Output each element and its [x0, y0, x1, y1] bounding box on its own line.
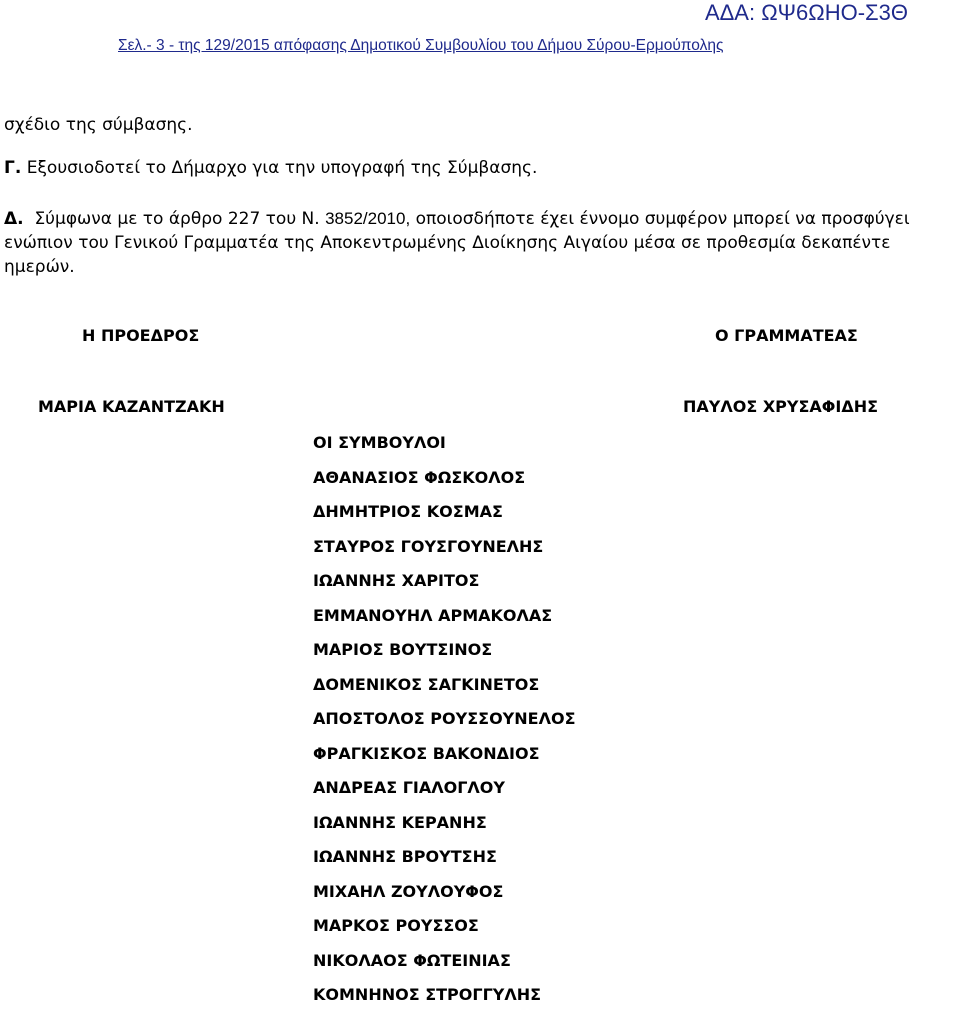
member-name: ΕΜΜΑΝΟΥΗΛ ΑΡΜΑΚΟΛΑΣ: [313, 605, 553, 625]
member-name: ΣΤΑΥΡΟΣ ΓΟΥΣΓΟΥΝΕΛΗΣ: [313, 536, 544, 556]
member-name: ΑΝΔΡΕΑΣ ΓΙΑΛΟΓΛΟΥ: [313, 778, 505, 797]
council-members-list: [313, 433, 576, 1020]
page-reference: Σελ.- 3 - της 129/2015 απόφασης Δημοτικού Συμβουλίου του Δήμου Σύρου-Ερμούπολης: [118, 37, 724, 54]
secretary-name: ΠΑΥΛΟΣ ΧΡΥΣΑΦΙΔΗΣ: [683, 397, 879, 416]
members-heading: ΟΙ ΣΥΜΒΟΥΛΟΙ: [313, 433, 446, 452]
member-name: ΙΩΑΝΝΗΣ ΚΕΡΑΝΗΣ: [313, 812, 487, 832]
member-name: ΙΩΑΝΝΗΣ ΧΑΡΙΤΟΣ: [313, 571, 480, 590]
ada-code: ΑΔΑ: ΩΨ6ΩΗΟ-Σ3Θ: [704, 0, 908, 25]
member-name: ΙΩΑΝΝΗΣ ΒΡΟΥΤΣΗΣ: [313, 847, 497, 866]
paragraph-authorization: [4, 156, 950, 180]
member-name: ΔΗΜΗΤΡΙΟΣ ΚΟΣΜΑΣ: [313, 502, 503, 521]
president-title: Η ΠΡΟΕΔΡΟΣ: [82, 326, 200, 345]
member-name: ΑΘΑΝΑΣΙΟΣ ΦΩΣΚΟΛΟΣ: [313, 467, 526, 487]
member-name: ΚΟΜΝΗΝΟΣ ΣΤΡΟΓΓΥΛΗΣ: [313, 985, 542, 1004]
member-name: ΦΡΑΓΚΙΣΚΟΣ ΒΑΚΟΝΔΙΟΣ: [313, 743, 540, 763]
paragraph-label: Γ.: [4, 158, 22, 178]
paragraph-label: Δ.: [4, 209, 24, 229]
paragraph-text: Σύμφωνα με το άρθρο 227 του Ν.: [34, 209, 320, 229]
paragraph-contract-draft: [4, 113, 950, 137]
member-name: ΝΙΚΟΛΑΟΣ ΦΩΤΕΙΝΙΑΣ: [313, 950, 511, 970]
paragraph-text: σχέδιο της σύμβασης.: [4, 115, 193, 135]
member-name: ΜΙΧΑΗΛ ΖΟΥΛΟΥΦΟΣ: [313, 881, 504, 901]
member-name: ΑΠΟΣΤΟΛΟΣ ΡΟΥΣΣΟΥΝΕΛΟΣ: [313, 709, 576, 728]
member-name: ΜΑΡΚΟΣ ΡΟΥΣΣΟΣ: [313, 916, 479, 935]
secretary-title: Ο ΓΡΑΜΜΑΤΕΑΣ: [715, 326, 858, 345]
paragraph-text: οποιοσδήποτε έχει έννομο συμφέρον μπορεί να προσφύγει ενώπιον του Γενικού Γραμματέα της Αποκεντρωμένης Διοίκησης Αιγαίου μέσα σε προθεσμία δεκαπέντε ημερών.: [4, 209, 910, 277]
member-name: ΔΟΜΕΝΙΚΟΣ ΣΑΓΚΙΝΕΤΟΣ: [313, 674, 540, 694]
member-name: ΜΑΡΙΟΣ ΒΟΥΤΣΙΝΟΣ: [313, 640, 493, 659]
law-number: 3852/2010,: [325, 209, 411, 228]
president-name: ΜΑΡΙΑ ΚΑΖΑΝΤΖΑΚΗ: [38, 397, 225, 416]
paragraph-text: Εξουσιοδοτεί το Δήμαρχο για την υπογραφή της Σύμβασης.: [26, 158, 538, 178]
paragraph-appeal: [4, 207, 950, 279]
